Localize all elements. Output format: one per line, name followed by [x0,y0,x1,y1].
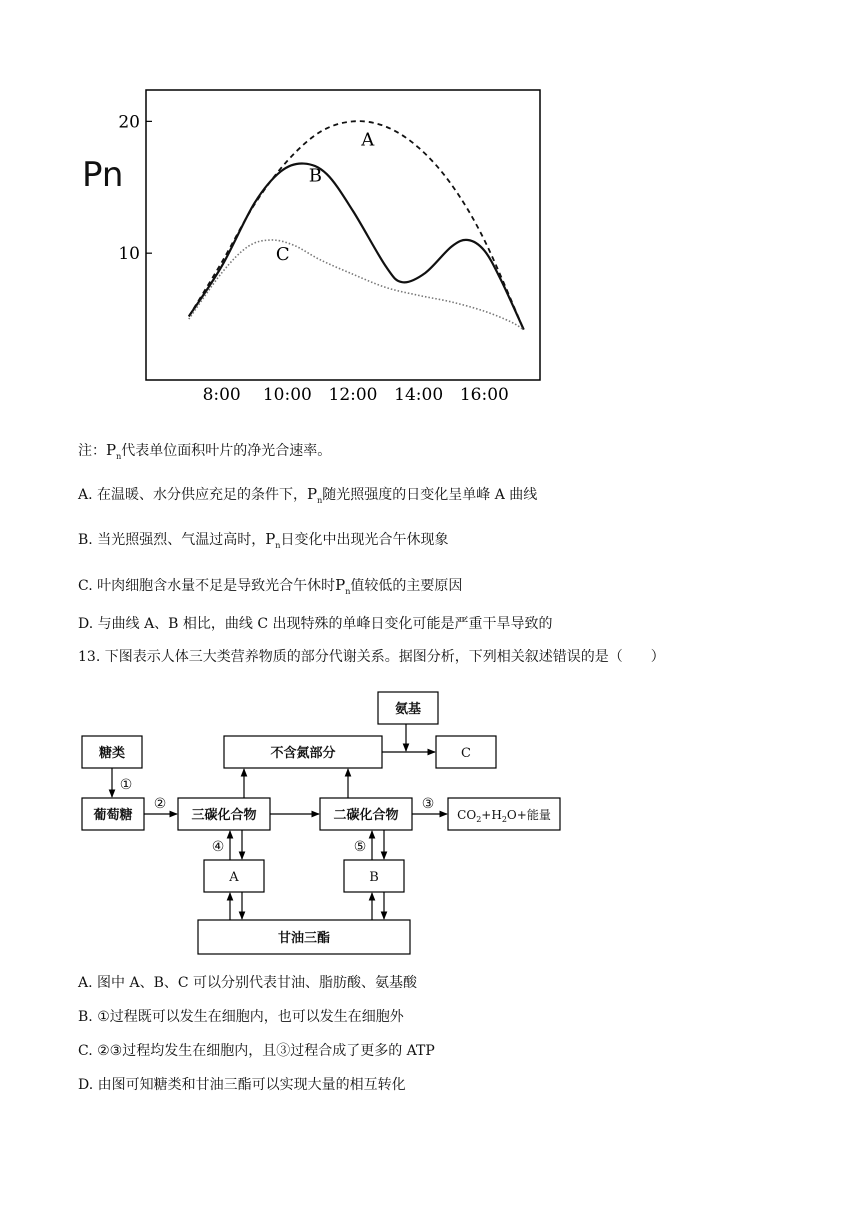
y-axis-label: Pn [82,155,124,195]
marker-4: ④ [211,839,225,855]
series-C-line [189,240,524,330]
series-B-label: B [308,165,322,187]
x-tick-label: 8:00 [202,385,241,405]
label-santan: 三碳化合物 [191,808,257,823]
label-anji: 氨基 [394,702,422,717]
label-product: $CO_2+H_2O+$能量 [457,808,551,824]
label-ertan: 二碳化合物 [333,808,399,823]
label-buhan: 不含氮部分 [270,746,336,761]
x-tick-label: 16:00 [459,385,509,405]
chart-svg [70,80,560,410]
option-13a: A. 图中 A、B、C 可以分别代表甘油、脂肪酸、氨基酸 [78,975,418,991]
option-13b: B. ①过程既可以发生在细胞内，也可以发生在细胞外 [78,1009,404,1025]
marker-2: ② [153,796,167,812]
y-tick-label: 10 [118,244,140,265]
option-13c: C. ②③过程均发生在细胞内，且③过程合成了更多的 ATP [78,1043,435,1059]
metabolism-diagram [76,688,576,960]
option-12b: B. 当光照强烈、气温过高时，$P_n$日变化中出现光合午休现象 [78,530,449,550]
marker-1: ① [119,777,133,793]
series-B-line [189,163,524,329]
diagram-svg [76,688,576,960]
x-tick-label: 10:00 [262,385,312,405]
label-putaotang: 葡萄糖 [93,808,133,823]
y-tick-label: 20 [118,112,140,133]
x-tick-label: 14:00 [394,385,444,405]
marker-3: ③ [421,796,435,812]
label-c: C [461,746,471,761]
chart-note: 注：$P_n$代表单位面积叶片的净光合速率。 [78,441,332,461]
series-C-label: C [275,244,290,265]
series-A-line [189,121,524,329]
series-A-label: A [361,129,375,151]
option-12c: C. 叶肉细胞含水量不足是导致光合午休时$P_n$值较低的主要原因 [78,576,463,596]
option-12a: A. 在温暖、水分供应充足的条件下，$P_n$随光照强度的日变化呈单峰 A 曲线 [78,485,538,505]
label-a: A [229,870,239,885]
option-12d: D. 与曲线 A、B 相比，曲线 C 出现特殊的单峰日变化可能是严重干旱导致的 [78,616,553,632]
question-13-stem: 13. 下图表示人体三大类营养物质的部分代谢关系。据图分析，下列相关叙述错误的是（ ） [78,649,665,665]
label-ganyou: 甘油三酯 [277,931,331,946]
label-tanglei: 糖类 [98,746,126,761]
x-tick-label: 12:00 [328,385,378,405]
label-b: B [369,870,379,885]
pn-line-chart [70,80,560,410]
option-13d: D. 由图可知糖类和甘油三酯可以实现大量的相互转化 [78,1077,406,1093]
marker-5: ⑤ [353,839,367,855]
